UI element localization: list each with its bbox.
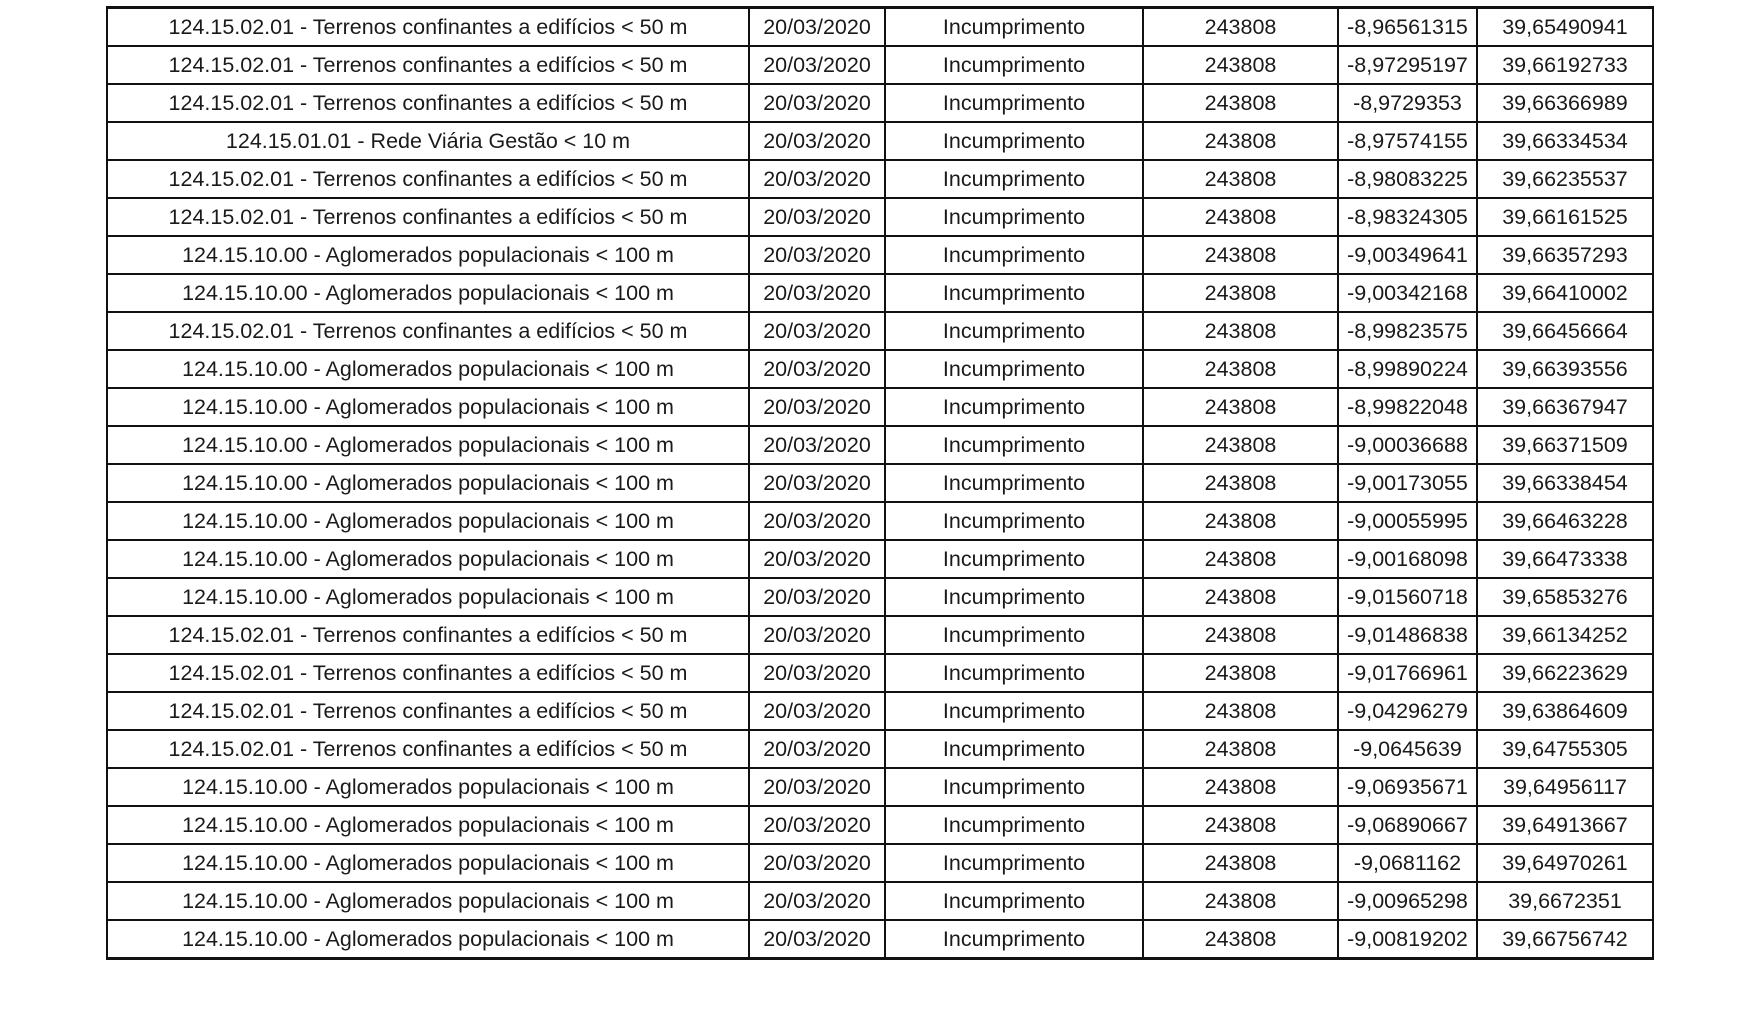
code-cell: 243808 (1143, 844, 1338, 882)
status-cell: Incumprimento (885, 654, 1143, 692)
description-cell: 124.15.02.01 - Terrenos confinantes a edifícios < 50 m (107, 692, 749, 730)
longitude-cell: -9,0681162 (1338, 844, 1477, 882)
longitude-cell: -8,98083225 (1338, 160, 1477, 198)
date-cell: 20/03/2020 (749, 236, 885, 274)
table-row (107, 540, 1653, 578)
code-cell: 243808 (1143, 692, 1338, 730)
table-row (107, 388, 1653, 426)
code-cell: 243808 (1143, 616, 1338, 654)
description-cell: 124.15.02.01 - Terrenos confinantes a edifícios < 50 m (107, 198, 749, 236)
longitude-cell: -9,06890667 (1338, 806, 1477, 844)
longitude-cell: -9,00168098 (1338, 540, 1477, 578)
longitude-cell: -9,00965298 (1338, 882, 1477, 920)
status-cell: Incumprimento (885, 388, 1143, 426)
code-cell: 243808 (1143, 578, 1338, 616)
code-cell: 243808 (1143, 540, 1338, 578)
table-row (107, 768, 1653, 806)
table-row (107, 122, 1653, 160)
code-cell: 243808 (1143, 388, 1338, 426)
code-cell: 243808 (1143, 160, 1338, 198)
latitude-cell: 39,66338454 (1477, 464, 1653, 502)
code-cell: 243808 (1143, 426, 1338, 464)
code-cell: 243808 (1143, 8, 1338, 47)
code-cell: 243808 (1143, 274, 1338, 312)
longitude-cell: -9,00036688 (1338, 426, 1477, 464)
latitude-cell: 39,64970261 (1477, 844, 1653, 882)
status-cell: Incumprimento (885, 578, 1143, 616)
table-row (107, 464, 1653, 502)
date-cell: 20/03/2020 (749, 312, 885, 350)
latitude-cell: 39,66134252 (1477, 616, 1653, 654)
table-row (107, 616, 1653, 654)
latitude-cell: 39,66756742 (1477, 920, 1653, 959)
table-row (107, 198, 1653, 236)
table-row (107, 8, 1653, 47)
date-cell: 20/03/2020 (749, 768, 885, 806)
status-cell: Incumprimento (885, 350, 1143, 388)
latitude-cell: 39,65853276 (1477, 578, 1653, 616)
date-cell: 20/03/2020 (749, 122, 885, 160)
longitude-cell: -9,06935671 (1338, 768, 1477, 806)
latitude-cell: 39,66393556 (1477, 350, 1653, 388)
document-page (106, 6, 1652, 960)
code-cell: 243808 (1143, 654, 1338, 692)
status-cell: Incumprimento (885, 426, 1143, 464)
longitude-cell: -9,00173055 (1338, 464, 1477, 502)
status-cell: Incumprimento (885, 730, 1143, 768)
longitude-cell: -9,00342168 (1338, 274, 1477, 312)
latitude-cell: 39,63864609 (1477, 692, 1653, 730)
date-cell: 20/03/2020 (749, 46, 885, 84)
longitude-cell: -9,00819202 (1338, 920, 1477, 959)
code-cell: 243808 (1143, 312, 1338, 350)
description-cell: 124.15.10.00 - Aglomerados populacionais < 100 m (107, 426, 749, 464)
description-cell: 124.15.02.01 - Terrenos confinantes a edifícios < 50 m (107, 312, 749, 350)
status-cell: Incumprimento (885, 8, 1143, 47)
table-row (107, 274, 1653, 312)
status-cell: Incumprimento (885, 84, 1143, 122)
table-body (107, 8, 1653, 959)
table-row (107, 236, 1653, 274)
table-row (107, 882, 1653, 920)
description-cell: 124.15.02.01 - Terrenos confinantes a edifícios < 50 m (107, 730, 749, 768)
description-cell: 124.15.10.00 - Aglomerados populacionais < 100 m (107, 236, 749, 274)
data-table (106, 6, 1654, 960)
latitude-cell: 39,66371509 (1477, 426, 1653, 464)
code-cell: 243808 (1143, 46, 1338, 84)
status-cell: Incumprimento (885, 844, 1143, 882)
latitude-cell: 39,64755305 (1477, 730, 1653, 768)
latitude-cell: 39,64956117 (1477, 768, 1653, 806)
date-cell: 20/03/2020 (749, 8, 885, 47)
longitude-cell: -8,99890224 (1338, 350, 1477, 388)
date-cell: 20/03/2020 (749, 578, 885, 616)
description-cell: 124.15.10.00 - Aglomerados populacionais < 100 m (107, 274, 749, 312)
status-cell: Incumprimento (885, 616, 1143, 654)
description-cell: 124.15.10.00 - Aglomerados populacionais < 100 m (107, 768, 749, 806)
latitude-cell: 39,66334534 (1477, 122, 1653, 160)
table-row (107, 46, 1653, 84)
description-cell: 124.15.02.01 - Terrenos confinantes a edifícios < 50 m (107, 46, 749, 84)
description-cell: 124.15.10.00 - Aglomerados populacionais < 100 m (107, 540, 749, 578)
date-cell: 20/03/2020 (749, 616, 885, 654)
code-cell: 243808 (1143, 122, 1338, 160)
table-row (107, 806, 1653, 844)
status-cell: Incumprimento (885, 122, 1143, 160)
description-cell: 124.15.10.00 - Aglomerados populacionais < 100 m (107, 806, 749, 844)
description-cell: 124.15.10.00 - Aglomerados populacionais < 100 m (107, 920, 749, 959)
description-cell: 124.15.10.00 - Aglomerados populacionais < 100 m (107, 882, 749, 920)
table-row (107, 730, 1653, 768)
code-cell: 243808 (1143, 198, 1338, 236)
status-cell: Incumprimento (885, 198, 1143, 236)
date-cell: 20/03/2020 (749, 920, 885, 959)
status-cell: Incumprimento (885, 920, 1143, 959)
description-cell: 124.15.02.01 - Terrenos confinantes a edifícios < 50 m (107, 160, 749, 198)
table-row (107, 920, 1653, 959)
latitude-cell: 39,66357293 (1477, 236, 1653, 274)
date-cell: 20/03/2020 (749, 654, 885, 692)
latitude-cell: 39,66456664 (1477, 312, 1653, 350)
table-row (107, 654, 1653, 692)
code-cell: 243808 (1143, 882, 1338, 920)
code-cell: 243808 (1143, 502, 1338, 540)
longitude-cell: -8,99822048 (1338, 388, 1477, 426)
longitude-cell: -9,0645639 (1338, 730, 1477, 768)
longitude-cell: -9,01486838 (1338, 616, 1477, 654)
table-row (107, 844, 1653, 882)
description-cell: 124.15.10.00 - Aglomerados populacionais < 100 m (107, 578, 749, 616)
longitude-cell: -9,04296279 (1338, 692, 1477, 730)
latitude-cell: 39,66473338 (1477, 540, 1653, 578)
description-cell: 124.15.02.01 - Terrenos confinantes a edifícios < 50 m (107, 654, 749, 692)
table-row (107, 84, 1653, 122)
latitude-cell: 39,64913667 (1477, 806, 1653, 844)
date-cell: 20/03/2020 (749, 806, 885, 844)
latitude-cell: 39,6672351 (1477, 882, 1653, 920)
table-row (107, 692, 1653, 730)
code-cell: 243808 (1143, 730, 1338, 768)
status-cell: Incumprimento (885, 312, 1143, 350)
table-row (107, 312, 1653, 350)
date-cell: 20/03/2020 (749, 388, 885, 426)
longitude-cell: -9,00055995 (1338, 502, 1477, 540)
date-cell: 20/03/2020 (749, 198, 885, 236)
longitude-cell: -8,97295197 (1338, 46, 1477, 84)
table-row (107, 426, 1653, 464)
code-cell: 243808 (1143, 920, 1338, 959)
date-cell: 20/03/2020 (749, 426, 885, 464)
longitude-cell: -9,00349641 (1338, 236, 1477, 274)
description-cell: 124.15.10.00 - Aglomerados populacionais < 100 m (107, 464, 749, 502)
latitude-cell: 39,66235537 (1477, 160, 1653, 198)
code-cell: 243808 (1143, 84, 1338, 122)
latitude-cell: 39,66410002 (1477, 274, 1653, 312)
status-cell: Incumprimento (885, 464, 1143, 502)
description-cell: 124.15.10.00 - Aglomerados populacionais < 100 m (107, 844, 749, 882)
description-cell: 124.15.02.01 - Terrenos confinantes a edifícios < 50 m (107, 8, 749, 47)
longitude-cell: -9,01560718 (1338, 578, 1477, 616)
latitude-cell: 39,66161525 (1477, 198, 1653, 236)
code-cell: 243808 (1143, 350, 1338, 388)
date-cell: 20/03/2020 (749, 464, 885, 502)
status-cell: Incumprimento (885, 806, 1143, 844)
latitude-cell: 39,66223629 (1477, 654, 1653, 692)
longitude-cell: -8,96561315 (1338, 8, 1477, 47)
description-cell: 124.15.10.00 - Aglomerados populacionais < 100 m (107, 502, 749, 540)
latitude-cell: 39,65490941 (1477, 8, 1653, 47)
description-cell: 124.15.02.01 - Terrenos confinantes a edifícios < 50 m (107, 84, 749, 122)
table-row (107, 578, 1653, 616)
table-row (107, 160, 1653, 198)
date-cell: 20/03/2020 (749, 502, 885, 540)
description-cell: 124.15.10.00 - Aglomerados populacionais < 100 m (107, 388, 749, 426)
code-cell: 243808 (1143, 768, 1338, 806)
date-cell: 20/03/2020 (749, 274, 885, 312)
description-cell: 124.15.01.01 - Rede Viária Gestão < 10 m (107, 122, 749, 160)
description-cell: 124.15.02.01 - Terrenos confinantes a edifícios < 50 m (107, 616, 749, 654)
table-row (107, 350, 1653, 388)
latitude-cell: 39,66463228 (1477, 502, 1653, 540)
date-cell: 20/03/2020 (749, 540, 885, 578)
date-cell: 20/03/2020 (749, 84, 885, 122)
longitude-cell: -8,97574155 (1338, 122, 1477, 160)
description-cell: 124.15.10.00 - Aglomerados populacionais < 100 m (107, 350, 749, 388)
date-cell: 20/03/2020 (749, 692, 885, 730)
longitude-cell: -8,99823575 (1338, 312, 1477, 350)
date-cell: 20/03/2020 (749, 844, 885, 882)
date-cell: 20/03/2020 (749, 730, 885, 768)
longitude-cell: -8,98324305 (1338, 198, 1477, 236)
code-cell: 243808 (1143, 806, 1338, 844)
status-cell: Incumprimento (885, 882, 1143, 920)
status-cell: Incumprimento (885, 46, 1143, 84)
latitude-cell: 39,66366989 (1477, 84, 1653, 122)
date-cell: 20/03/2020 (749, 350, 885, 388)
code-cell: 243808 (1143, 236, 1338, 274)
status-cell: Incumprimento (885, 692, 1143, 730)
latitude-cell: 39,66192733 (1477, 46, 1653, 84)
status-cell: Incumprimento (885, 274, 1143, 312)
status-cell: Incumprimento (885, 502, 1143, 540)
status-cell: Incumprimento (885, 160, 1143, 198)
date-cell: 20/03/2020 (749, 882, 885, 920)
code-cell: 243808 (1143, 464, 1338, 502)
longitude-cell: -9,01766961 (1338, 654, 1477, 692)
latitude-cell: 39,66367947 (1477, 388, 1653, 426)
status-cell: Incumprimento (885, 236, 1143, 274)
status-cell: Incumprimento (885, 540, 1143, 578)
table-row (107, 502, 1653, 540)
longitude-cell: -8,9729353 (1338, 84, 1477, 122)
date-cell: 20/03/2020 (749, 160, 885, 198)
status-cell: Incumprimento (885, 768, 1143, 806)
